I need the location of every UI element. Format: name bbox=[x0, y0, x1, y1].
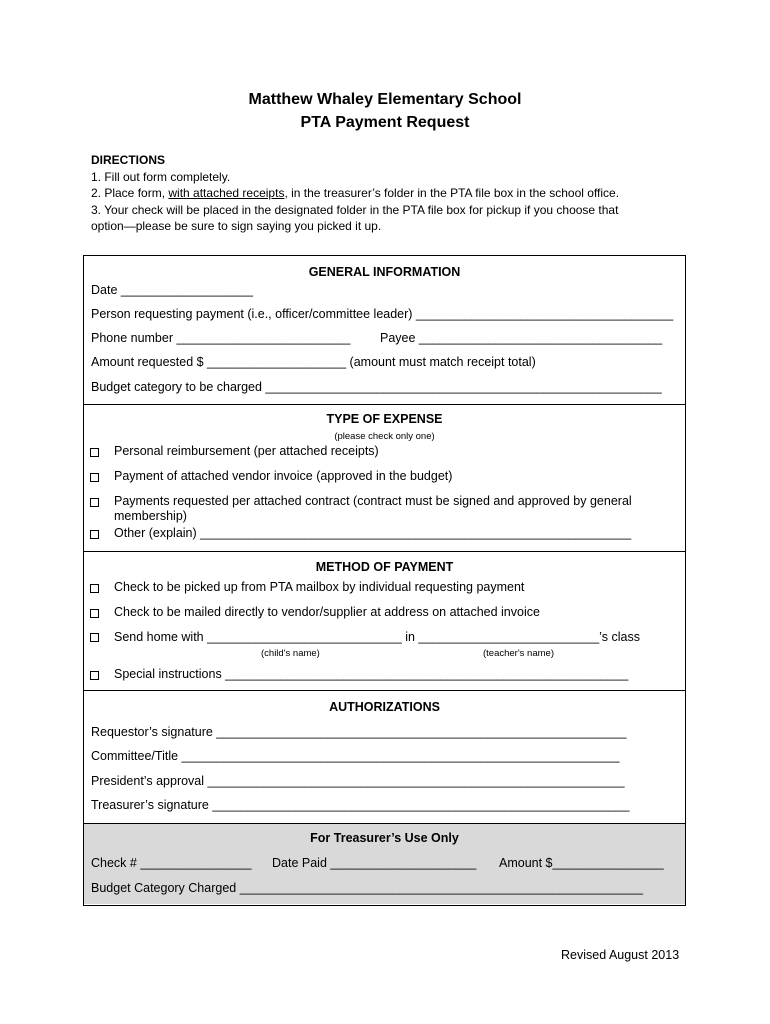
payment-option-pickup: Check to be picked up from PTA mailbox by individual requesting payment bbox=[114, 580, 525, 594]
amount-requested-field[interactable]: Amount requested $ ____________________ (amount must match receipt total) bbox=[91, 355, 536, 369]
childs-name-caption: (child's name) bbox=[261, 648, 320, 659]
date-field[interactable]: Date ___________________ bbox=[91, 283, 253, 297]
expense-checkbox-contract[interactable] bbox=[90, 498, 99, 507]
teachers-name-caption: (teacher's name) bbox=[483, 648, 554, 659]
expense-option-personal: Personal reimbursement (per attached receipts) bbox=[114, 444, 379, 458]
expense-heading: TYPE OF EXPENSE bbox=[326, 412, 443, 426]
payment-heading: METHOD OF PAYMENT bbox=[315, 560, 454, 574]
expense-option-contract-line2: membership) bbox=[114, 509, 187, 523]
form-box bbox=[83, 255, 686, 906]
payment-checkbox-send-home[interactable] bbox=[90, 633, 99, 642]
payment-option-send-home[interactable]: Send home with ____________________________ in __________________________’s class bbox=[114, 630, 640, 644]
expense-checkbox-personal[interactable] bbox=[90, 448, 99, 457]
directions-heading: DIRECTIONS bbox=[91, 153, 166, 167]
method-of-payment-section bbox=[84, 551, 685, 690]
directions bbox=[91, 152, 691, 235]
direction-step-3-line2: option—please be sure to sign saying you picked it up. bbox=[91, 219, 382, 233]
person-requesting-field[interactable]: Person requesting payment (i.e., officer/committee leader) _____________________________________ bbox=[91, 307, 674, 321]
treasurer-use-heading: For Treasurer’s Use Only bbox=[310, 831, 459, 845]
payment-checkbox-pickup[interactable] bbox=[90, 584, 99, 593]
amount-paid-field[interactable]: Amount $________________ bbox=[499, 856, 664, 870]
payment-checkbox-special[interactable] bbox=[90, 671, 99, 680]
expense-note: (please check only one) bbox=[334, 431, 435, 442]
payee-field[interactable]: Payee ___________________________________ bbox=[380, 331, 663, 345]
direction-step-3-line1: 3. Your check will be placed in the designated folder in the PTA file box for pickup if you choose that bbox=[91, 202, 619, 217]
phone-number-field[interactable]: Phone number _________________________ bbox=[91, 331, 351, 345]
budget-category-field[interactable]: Budget category to be charged _________________________________________________________ bbox=[91, 380, 662, 394]
requestor-signature-field[interactable]: Requestor’s signature ___________________________________________________________ bbox=[91, 725, 627, 739]
direction-step-1: 1. Fill out form completely. bbox=[91, 169, 231, 184]
authorizations-section bbox=[84, 690, 685, 823]
payment-checkbox-mailed[interactable] bbox=[90, 609, 99, 618]
direction-step-2 bbox=[91, 185, 691, 202]
check-number-field[interactable]: Check # ________________ bbox=[91, 856, 252, 870]
revision-note: Revised August 2013 bbox=[561, 948, 680, 962]
treasurer-signature-field[interactable]: Treasurer’s signature ____________________________________________________________ bbox=[91, 798, 630, 812]
expense-option-other[interactable]: Other (explain) ______________________________________________________________ bbox=[114, 526, 632, 540]
expense-checkbox-vendor[interactable] bbox=[90, 473, 99, 482]
form-title: PTA Payment Request bbox=[300, 114, 470, 131]
expense-option-vendor: Payment of attached vendor invoice (approved in the budget) bbox=[114, 469, 453, 483]
payment-option-mailed: Check to be mailed directly to vendor/supplier at address on attached invoice bbox=[114, 605, 540, 619]
budget-category-charged-field[interactable]: Budget Category Charged __________________________________________________________ bbox=[91, 881, 643, 895]
step2-pre: 2. Place form, bbox=[91, 186, 169, 200]
type-of-expense-section bbox=[84, 404, 685, 551]
treasurer-use-section bbox=[84, 823, 685, 904]
general-heading: GENERAL INFORMATION bbox=[308, 265, 461, 279]
payment-option-special[interactable]: Special instructions __________________________________________________________ bbox=[114, 667, 629, 681]
general-information-section bbox=[84, 256, 685, 404]
auth-heading: AUTHORIZATIONS bbox=[329, 700, 440, 714]
president-approval-field[interactable]: President’s approval ____________________________________________________________ bbox=[91, 774, 625, 788]
date-paid-field[interactable]: Date Paid _____________________ bbox=[272, 856, 477, 870]
school-name: Matthew Whaley Elementary School bbox=[248, 91, 522, 108]
step2-post: , in the treasurer’s folder in the PTA file box in the school office. bbox=[284, 186, 620, 200]
step2-underlined: with attached receipts bbox=[168, 186, 285, 200]
committee-title-field[interactable]: Committee/Title _______________________________________________________________ bbox=[91, 749, 620, 763]
expense-option-contract: Payments requested per attached contract (contract must be signed and approved by general bbox=[114, 494, 632, 508]
expense-checkbox-other[interactable] bbox=[90, 530, 99, 539]
